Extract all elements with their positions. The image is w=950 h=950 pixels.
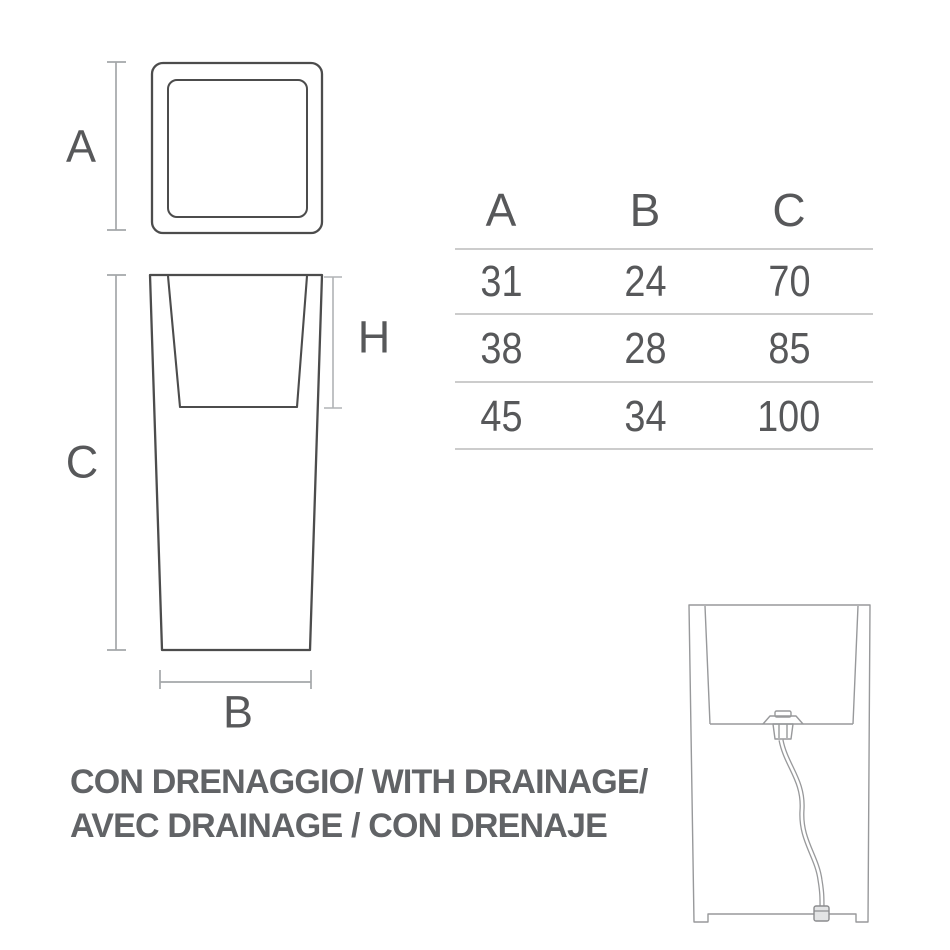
top-view-inner-rim	[168, 80, 307, 217]
front-view-body	[150, 275, 322, 650]
table-row	[429, 385, 861, 448]
table-cell: 38	[479, 324, 523, 373]
table-cell: 28	[623, 324, 667, 373]
front-view-drawing	[150, 275, 322, 650]
drain-fitting	[763, 711, 803, 739]
drainage-caption-line2: AVEC DRAINAGE / CON DRENAJE	[70, 807, 607, 845]
size-table	[429, 186, 861, 456]
dimension-line-h	[324, 277, 342, 408]
dim-label-c: C	[65, 436, 99, 488]
table-rule	[455, 448, 873, 450]
drainage-section-drawing	[689, 605, 870, 922]
table-cell: 34	[623, 392, 667, 441]
table-cell: 85	[767, 324, 811, 373]
size-table-header-b: B	[629, 184, 661, 236]
dimension-line-a	[107, 62, 126, 230]
table-cell: 70	[767, 257, 811, 306]
table-row	[429, 252, 861, 312]
drainage-inner-walls	[705, 606, 858, 724]
top-view-drawing	[152, 63, 322, 233]
table-rule	[455, 313, 873, 315]
drainage-caption-line1: CON DRENAGGIO/ WITH DRAINAGE/	[70, 763, 648, 801]
table-rule	[455, 248, 873, 250]
dim-label-a: A	[65, 120, 97, 172]
table-row	[429, 318, 861, 380]
table-cell: 31	[479, 257, 523, 306]
dim-label-b: B	[222, 686, 254, 738]
dim-label-h: H	[357, 311, 391, 363]
tube-connector	[814, 906, 829, 921]
table-rule	[455, 381, 873, 383]
front-view-cavity	[168, 276, 307, 407]
drainage-caption	[70, 760, 647, 848]
table-cell: 24	[623, 257, 667, 306]
drainage-outer-shell	[689, 605, 870, 922]
table-cell: 100	[757, 392, 821, 441]
dimension-line-c	[107, 275, 126, 650]
top-view-outer-edge	[152, 63, 322, 233]
drainage-tube	[781, 740, 822, 906]
size-table-header-c: C	[772, 184, 806, 236]
size-table-header-row	[429, 186, 861, 234]
size-table-header-a: A	[485, 184, 517, 236]
table-cell: 45	[479, 392, 523, 441]
